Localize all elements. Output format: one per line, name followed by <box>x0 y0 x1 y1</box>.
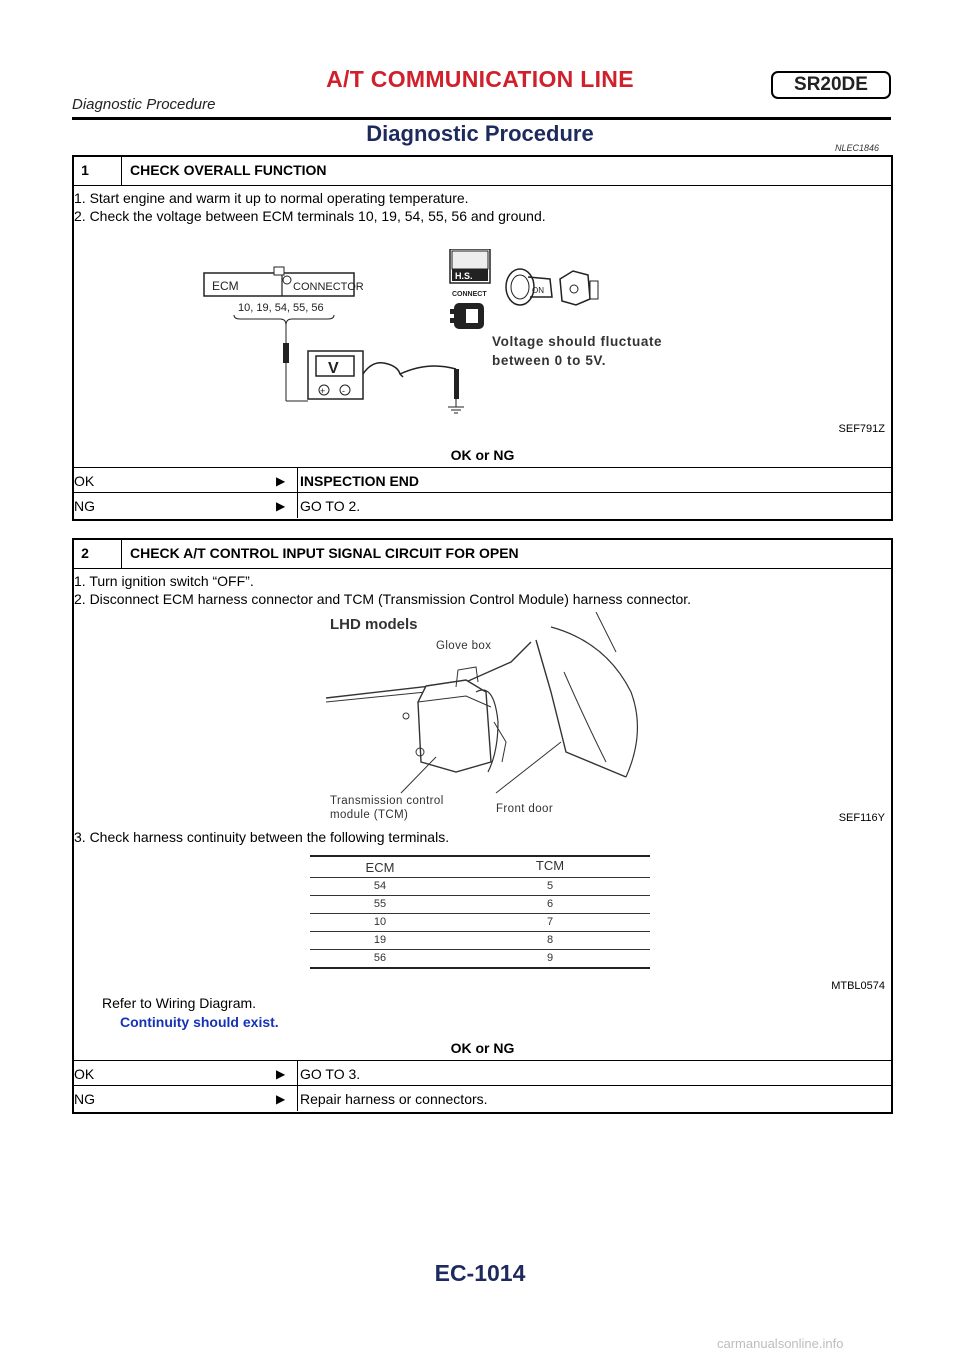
voltmeter-label: V <box>328 360 339 377</box>
voltage-note-line2: between 0 to 5V. <box>492 353 607 368</box>
table-row <box>310 950 650 969</box>
step2-title-divider <box>74 568 891 569</box>
step2-ok-label: OK <box>74 1066 95 1082</box>
table-row <box>310 932 650 950</box>
section-ref: NLEC1846 <box>835 143 880 153</box>
table-code: MTBL0574 <box>831 980 885 992</box>
step1-ok-arrow-icon: ▶ <box>276 474 286 488</box>
table-header-ecm: ECM <box>365 860 395 875</box>
step2-number: 2 <box>81 545 89 561</box>
refer-wiring: Refer to Wiring Diagram. <box>102 995 257 1011</box>
lhd-models-label: LHD models <box>330 616 418 633</box>
table-row <box>310 878 650 896</box>
step1-ok-row <box>74 467 891 494</box>
step1-title-divider <box>74 185 891 186</box>
continuity-table <box>310 855 650 969</box>
hs-label: H.S. <box>455 271 473 281</box>
step2-ok-divider <box>297 1061 298 1086</box>
tcm-terminal: 5 <box>546 880 554 892</box>
tcm-terminal: 6 <box>546 898 554 910</box>
step2-ok-or-ng: OK or NG <box>450 1040 515 1056</box>
voltage-check-figure <box>198 249 798 419</box>
table-row <box>310 896 650 914</box>
step2-instruction-2: 2. Disconnect ECM harness connector and TCM (Transmission Control Module) harness connector. <box>74 591 692 607</box>
step2-box <box>72 538 893 1114</box>
step2-ok-row <box>74 1060 891 1087</box>
connect-label: CONNECT <box>452 291 487 298</box>
tcm-terminal: 8 <box>546 934 554 946</box>
voltage-note-line1: Voltage should fluctuate <box>492 334 663 349</box>
step1-ok-divider <box>297 468 298 493</box>
step2-figure-code: SEF116Y <box>838 812 885 824</box>
step2-ng-divider <box>297 1086 298 1111</box>
step2-ok-action: GO TO 3. <box>300 1066 361 1082</box>
step2-ng-arrow-icon: ▶ <box>276 1092 286 1106</box>
continuity-requirement: Continuity should exist. <box>120 1014 279 1030</box>
tcm-label-line2: module (TCM) <box>330 809 409 821</box>
page-header-title: A/T COMMUNICATION LINE <box>326 66 634 92</box>
ecm-terminal: 19 <box>373 934 387 946</box>
step2-instruction-1: 1. Turn ignition switch “OFF”. <box>74 573 254 589</box>
step2-ok-arrow-icon: ▶ <box>276 1067 286 1081</box>
step1-ok-or-ng: OK or NG <box>450 447 515 463</box>
watermark: carmanualsonline.info <box>717 1336 844 1351</box>
ecm-label: ECM <box>212 279 239 293</box>
tcm-location-figure <box>326 612 646 822</box>
tcm-terminal: 9 <box>546 952 554 964</box>
svg-text:+: + <box>320 386 326 396</box>
on-label: ON <box>532 286 544 295</box>
step2-ng-label: NG <box>74 1091 95 1107</box>
tcm-label-line1: Transmission control <box>330 795 444 807</box>
step1-ng-divider <box>297 493 298 518</box>
step1-box <box>72 155 893 521</box>
terminals-label: 10, 19, 54, 55, 56 <box>238 302 324 314</box>
page-header-subtitle: Diagnostic Procedure <box>72 96 216 113</box>
step1-ng-action: GO TO 2. <box>300 498 361 514</box>
step1-ng-arrow-icon: ▶ <box>276 499 286 513</box>
step1-instruction-1: 1. Start engine and warm it up to normal operating temperature. <box>74 190 469 206</box>
step1-ok-action: INSPECTION END <box>300 473 420 489</box>
step1-title: CHECK OVERALL FUNCTION <box>130 162 327 178</box>
ecm-terminal: 10 <box>373 916 387 928</box>
front-door-label: Front door <box>496 803 554 815</box>
engine-badge: SR20DE <box>771 71 891 99</box>
continuity-table-header <box>310 855 650 878</box>
ecm-terminal: 56 <box>373 952 387 964</box>
step1-ok-label: OK <box>74 473 95 489</box>
step1-number: 1 <box>81 162 89 178</box>
step1-figure-code: SEF791Z <box>838 423 885 435</box>
table-row <box>310 914 650 932</box>
step1-ng-label: NG <box>74 498 95 514</box>
glove-box-label: Glove box <box>436 640 492 652</box>
tcm-terminal: 7 <box>546 916 554 928</box>
svg-text:-: - <box>342 386 345 396</box>
section-title: Diagnostic Procedure <box>366 121 594 146</box>
step2-ng-row <box>74 1085 891 1112</box>
step1-instruction-2: 2. Check the voltage between ECM terminals 10, 19, 54, 55, 56 and ground. <box>74 208 546 224</box>
step2-title: CHECK A/T CONTROL INPUT SIGNAL CIRCUIT FOR OPEN <box>130 545 519 561</box>
connector-label: CONNECTOR <box>293 281 364 293</box>
ecm-terminal: 55 <box>373 898 387 910</box>
table-header-tcm: TCM <box>535 858 565 873</box>
step2-instruction-3: 3. Check harness continuity between the following terminals. <box>74 829 450 845</box>
page-number: EC-1014 <box>434 1260 526 1286</box>
header-rule <box>72 117 891 120</box>
step1-ng-row <box>74 492 891 519</box>
step2-ng-action: Repair harness or connectors. <box>300 1091 488 1107</box>
ecm-terminal: 54 <box>373 880 387 892</box>
